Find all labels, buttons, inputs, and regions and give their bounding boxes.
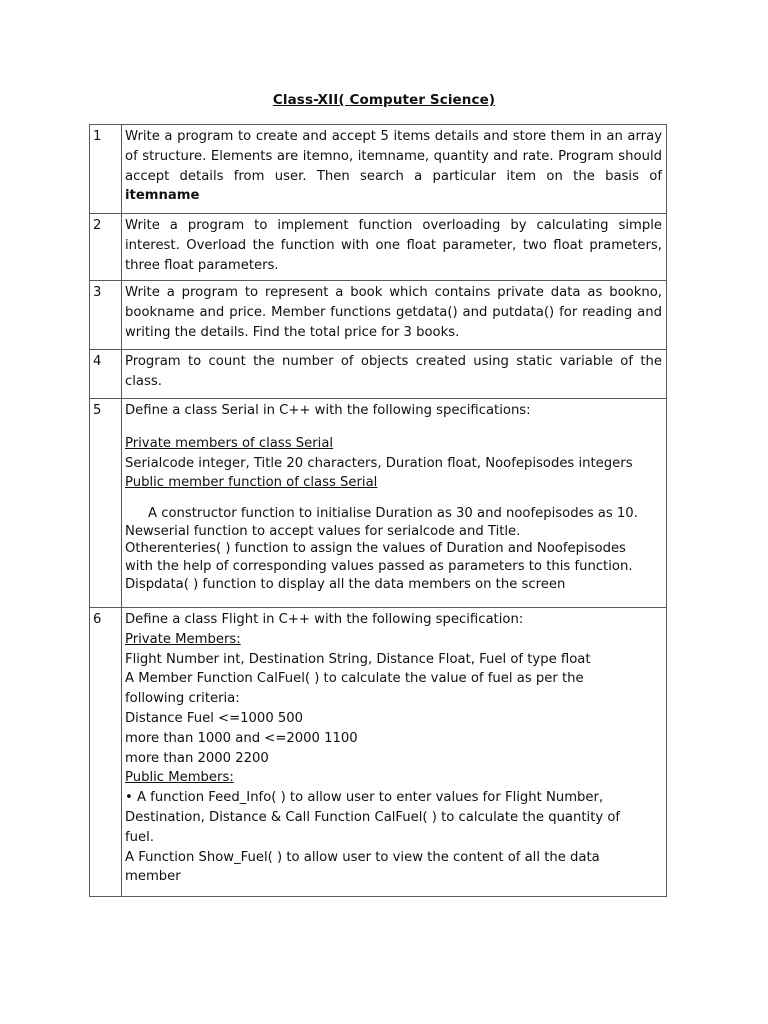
question-3-text: Write a program to represent a book which contains private data as bookno, bookname and price. Member functions getdata() and putdata() for reading and writing the details. Find the total price for 3 books. [122, 281, 667, 350]
question-1-text: Write a program to create and accept 5 items details and store them in an array of structure. Elements are itemno, itemname, quantity and rate. Program should accept details from user. Then search a particular item on the basis of [125, 129, 662, 184]
question-5-intro: Define a class Serial in C++ with the following specifications: [125, 403, 531, 418]
question-5-line: with the help of corresponding values passed as parameters to this function. [125, 558, 633, 574]
question-6-intro: Define a class Flight in C++ with the following specification: [125, 612, 524, 627]
question-number: 4 [90, 350, 122, 399]
question-6-line: following criteria: [125, 691, 240, 707]
question-6-line: • A function Feed_Info( ) to allow user to enter values for Flight Number, [125, 790, 604, 806]
question-6-body [122, 608, 667, 897]
question-6-public-heading: Public Members: [125, 770, 234, 786]
question-6-line: A Member Function CalFuel( ) to calculate the value of fuel as per the [125, 671, 584, 687]
question-5-body [122, 399, 667, 608]
table-row [90, 125, 667, 214]
question-2-text: Write a program to implement function overloading by calculating simple interest. Overload the function with one float parameter, two float prameters, three float parameters. [122, 214, 667, 281]
question-6-line: Flight Number int, Destination String, Distance Float, Fuel of type float [125, 651, 591, 667]
question-6-line: fuel. [125, 829, 154, 845]
questions-table [89, 124, 667, 897]
table-row [90, 399, 667, 608]
question-number: 6 [90, 608, 122, 897]
question-6-line: Destination, Distance & Call Function CalFuel( ) to calculate the quantity of [125, 809, 621, 825]
question-6-line: A Function Show_Fuel( ) to allow user to view the content of all the data [125, 849, 600, 865]
question-5-public-heading: Public member function of class Serial [125, 475, 378, 491]
question-number: 2 [90, 214, 122, 281]
question-5-private-text: Serialcode integer, Title 20 characters, Duration float, Noofepisodes integers [125, 455, 633, 471]
question-6-line: Distance Fuel <=1000 500 [125, 710, 304, 726]
table-row [90, 350, 667, 399]
question-number: 3 [90, 281, 122, 350]
question-5-private-heading: Private members of class Serial [125, 435, 334, 451]
question-6-private-heading: Private Members: [125, 631, 241, 647]
document-title: Class-XII( Computer Science) [272, 92, 496, 108]
question-text [122, 125, 667, 214]
table-row [90, 281, 667, 350]
question-5-line: Dispdata( ) function to display all the data members on the screen [125, 576, 566, 592]
question-6-line: more than 1000 and <=2000 1100 [125, 730, 358, 746]
question-4-text: Program to count the number of objects created using static variable of the class. [122, 350, 667, 399]
question-number: 1 [90, 125, 122, 214]
question-6-line: member [125, 869, 181, 885]
question-5-line: Otherenteries( ) function to assign the values of Duration and Noofepisodes [125, 541, 626, 557]
question-number: 5 [90, 399, 122, 608]
question-5-line: A constructor function to initialise Duration as 30 and noofepisodes as 10. [148, 506, 638, 522]
question-5-line: Newserial function to accept values for serialcode and Title. [125, 523, 521, 539]
question-6-line: more than 2000 2200 [125, 750, 269, 766]
table-row [90, 214, 667, 281]
table-row [90, 608, 667, 897]
question-1-keyword: itemname [125, 188, 200, 204]
